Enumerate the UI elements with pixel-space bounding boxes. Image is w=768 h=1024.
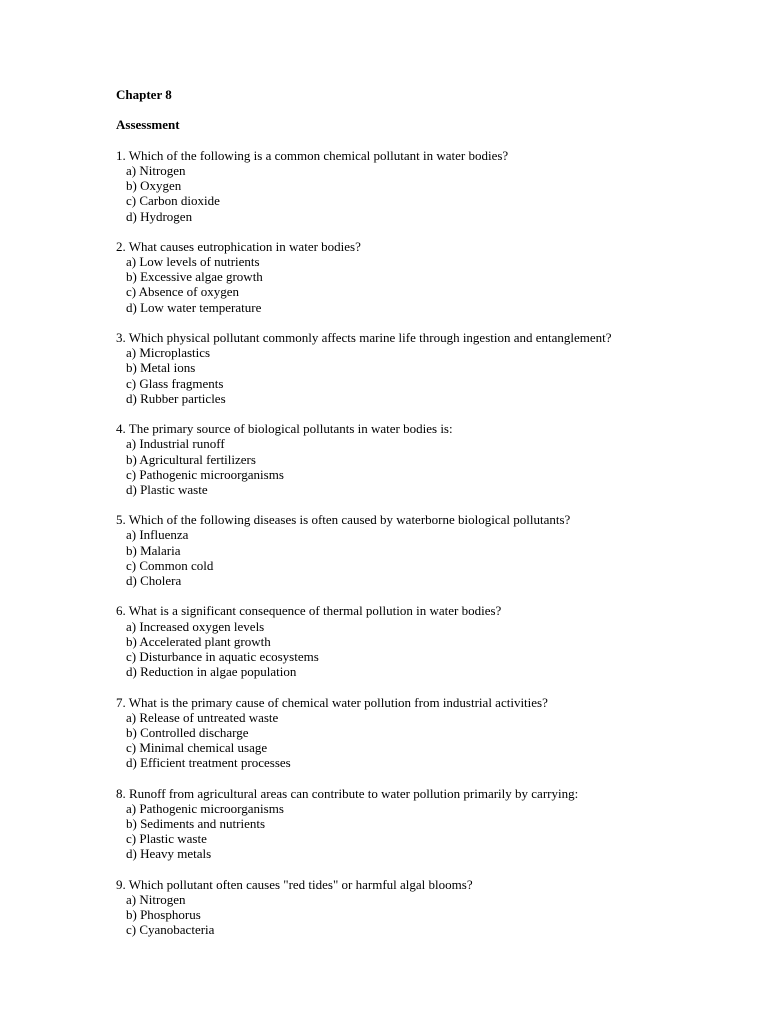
question-text: 4. The primary source of biological pollutants in water bodies is: [116, 421, 453, 437]
chapter-title: Chapter 8 [116, 87, 172, 102]
question-text: 8. Runoff from agricultural areas can contribute to water pollution primarily by carrying: [116, 785, 579, 801]
question-text: 9. Which pollutant often causes "red tides" or harmful algal blooms? [116, 876, 473, 892]
option-a: a) Nitrogen [126, 162, 186, 178]
option-d: d) Heavy metals [126, 846, 212, 862]
option-c: c) Plastic waste [126, 831, 207, 847]
option-d: d) Reduction in algae population [126, 664, 297, 680]
option-a: a) Influenza [126, 527, 189, 543]
option-b: b) Agricultural fertilizers [126, 451, 256, 467]
section-title: Assessment [116, 117, 180, 133]
question-text: 2. What causes eutrophication in water bodies? [116, 238, 361, 254]
question-text: 3. Which physical pollutant commonly affects marine life through ingestion and entanglement? [116, 330, 612, 345]
option-d: d) Rubber particles [126, 390, 226, 406]
question-5 [116, 512, 736, 588]
document-page [116, 87, 736, 953]
option-a: a) Industrial runoff [126, 436, 225, 452]
question-7 [116, 695, 736, 771]
option-b: b) Controlled discharge [126, 724, 249, 740]
option-d: d) Efficient treatment processes [126, 755, 291, 771]
option-c: c) Common cold [126, 557, 214, 573]
question-8 [116, 786, 736, 862]
option-a: a) Nitrogen [126, 891, 186, 907]
option-c: c) Absence of oxygen [126, 284, 239, 300]
question-text: 5. Which of the following diseases is often caused by waterborne biological pollutants? [116, 512, 571, 528]
option-a: a) Microplastics [126, 345, 211, 361]
option-b: b) Malaria [126, 542, 181, 558]
option-b: b) Metal ions [126, 360, 196, 376]
option-c: c) Glass fragments [126, 375, 224, 391]
option-b: b) Excessive algae growth [126, 269, 263, 285]
question-text: 1. Which of the following is a common chemical pollutant in water bodies? [116, 147, 509, 163]
question-9 [116, 877, 736, 938]
option-d: d) Low water temperature [126, 299, 262, 315]
option-a: a) Release of untreated waste [126, 709, 279, 725]
option-c: c) Cyanobacteria [126, 922, 215, 938]
question-4 [116, 421, 736, 497]
option-d: d) Cholera [126, 573, 182, 588]
question-1 [116, 148, 736, 224]
question-3 [116, 330, 736, 406]
option-a: a) Increased oxygen levels [126, 618, 265, 634]
option-c: c) Carbon dioxide [126, 193, 220, 209]
option-b: b) Accelerated plant growth [126, 633, 271, 649]
question-text: 7. What is the primary cause of chemical water pollution from industrial activities? [116, 694, 548, 710]
question-6 [116, 603, 736, 679]
option-a: a) Pathogenic microorganisms [126, 800, 284, 816]
option-c: c) Disturbance in aquatic ecosystems [126, 648, 319, 664]
question-text: 6. What is a significant consequence of thermal pollution in water bodies? [116, 603, 502, 619]
option-d: d) Plastic waste [126, 481, 208, 497]
option-c: c) Minimal chemical usage [126, 740, 268, 756]
option-a: a) Low levels of nutrients [126, 254, 260, 270]
question-2 [116, 239, 736, 315]
option-b: b) Phosphorus [126, 907, 201, 923]
option-b: b) Oxygen [126, 178, 182, 194]
option-d: d) Hydrogen [126, 208, 193, 224]
option-c: c) Pathogenic microorganisms [126, 466, 284, 482]
option-b: b) Sediments and nutrients [126, 816, 266, 831]
